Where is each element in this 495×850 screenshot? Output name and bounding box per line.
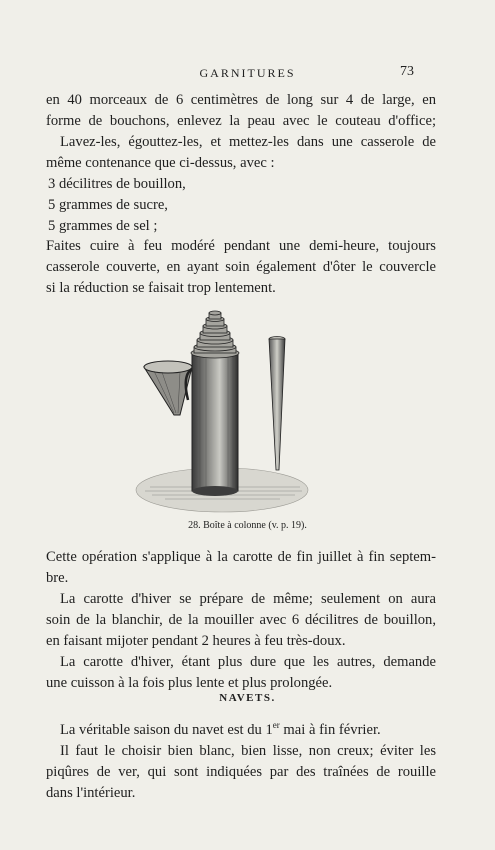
text-fragment: La véritable saison du navet est du 1 [60,722,273,738]
text-line: dans l'intérieur. [46,785,136,801]
text-line: La carotte d'hiver se prépare de même; seulement on aura [60,591,436,607]
text-line: Faites cuire à feu modéré pendant une demi-heure, toujours [46,238,436,254]
text-line: bre. [46,570,69,586]
list-item: 3 décilitres de bouillon, [48,176,186,192]
running-head: GARNITURES [199,66,296,80]
text-line: piqûres de ver, qui sont indiquées par des traînées de rouille [46,764,436,780]
text-line [60,720,450,740]
boite-a-colonne-illustration [130,305,320,520]
page-number: 73 [400,64,414,79]
list-item: 5 grammes de sucre, [48,197,168,213]
text-line: Cette opération s'applique à la carotte de fin juillet à fin septem- [46,549,436,565]
text-line: Lavez-les, égouttez-les, et mettez-les dans une casserole de [60,134,436,150]
text-line: forme de bouchons, enlevez la peau avec le couteau d'office; [46,113,436,129]
text-line: même contenance que ci-dessus, avec : [46,155,275,171]
section-title: NAVETS. [219,692,276,704]
text-line: en 40 morceaux de 6 centimètres de long sur 4 de large, en [46,92,436,108]
text-line: une cuisson à la fois plus lente et plus prolongée. [46,675,333,691]
text-fragment: mai à fin février. [279,722,381,738]
text-line: La carotte d'hiver, étant plus dure que les autres, demande [60,654,436,670]
text-line: casserole couverte, en ayant soin également d'ôter le couvercle [46,259,436,275]
list-item: 5 grammes de sel ; [48,218,158,234]
text-line: si la réduction se faisait trop lentement. [46,280,276,296]
text-line: en faisant mijoter pendant 2 heures à feu très-doux. [46,633,346,649]
figure-caption: 28. Boîte à colonne (v. p. 19). [188,520,307,531]
ordinal-superscript: er [272,720,280,731]
text-line: soin de la blanchir, de la mouiller avec 6 décilitres de bouillon, [46,612,436,628]
text-line: Il faut le choisir bien blanc, bien lisse, non creux; éviter les [60,743,436,759]
